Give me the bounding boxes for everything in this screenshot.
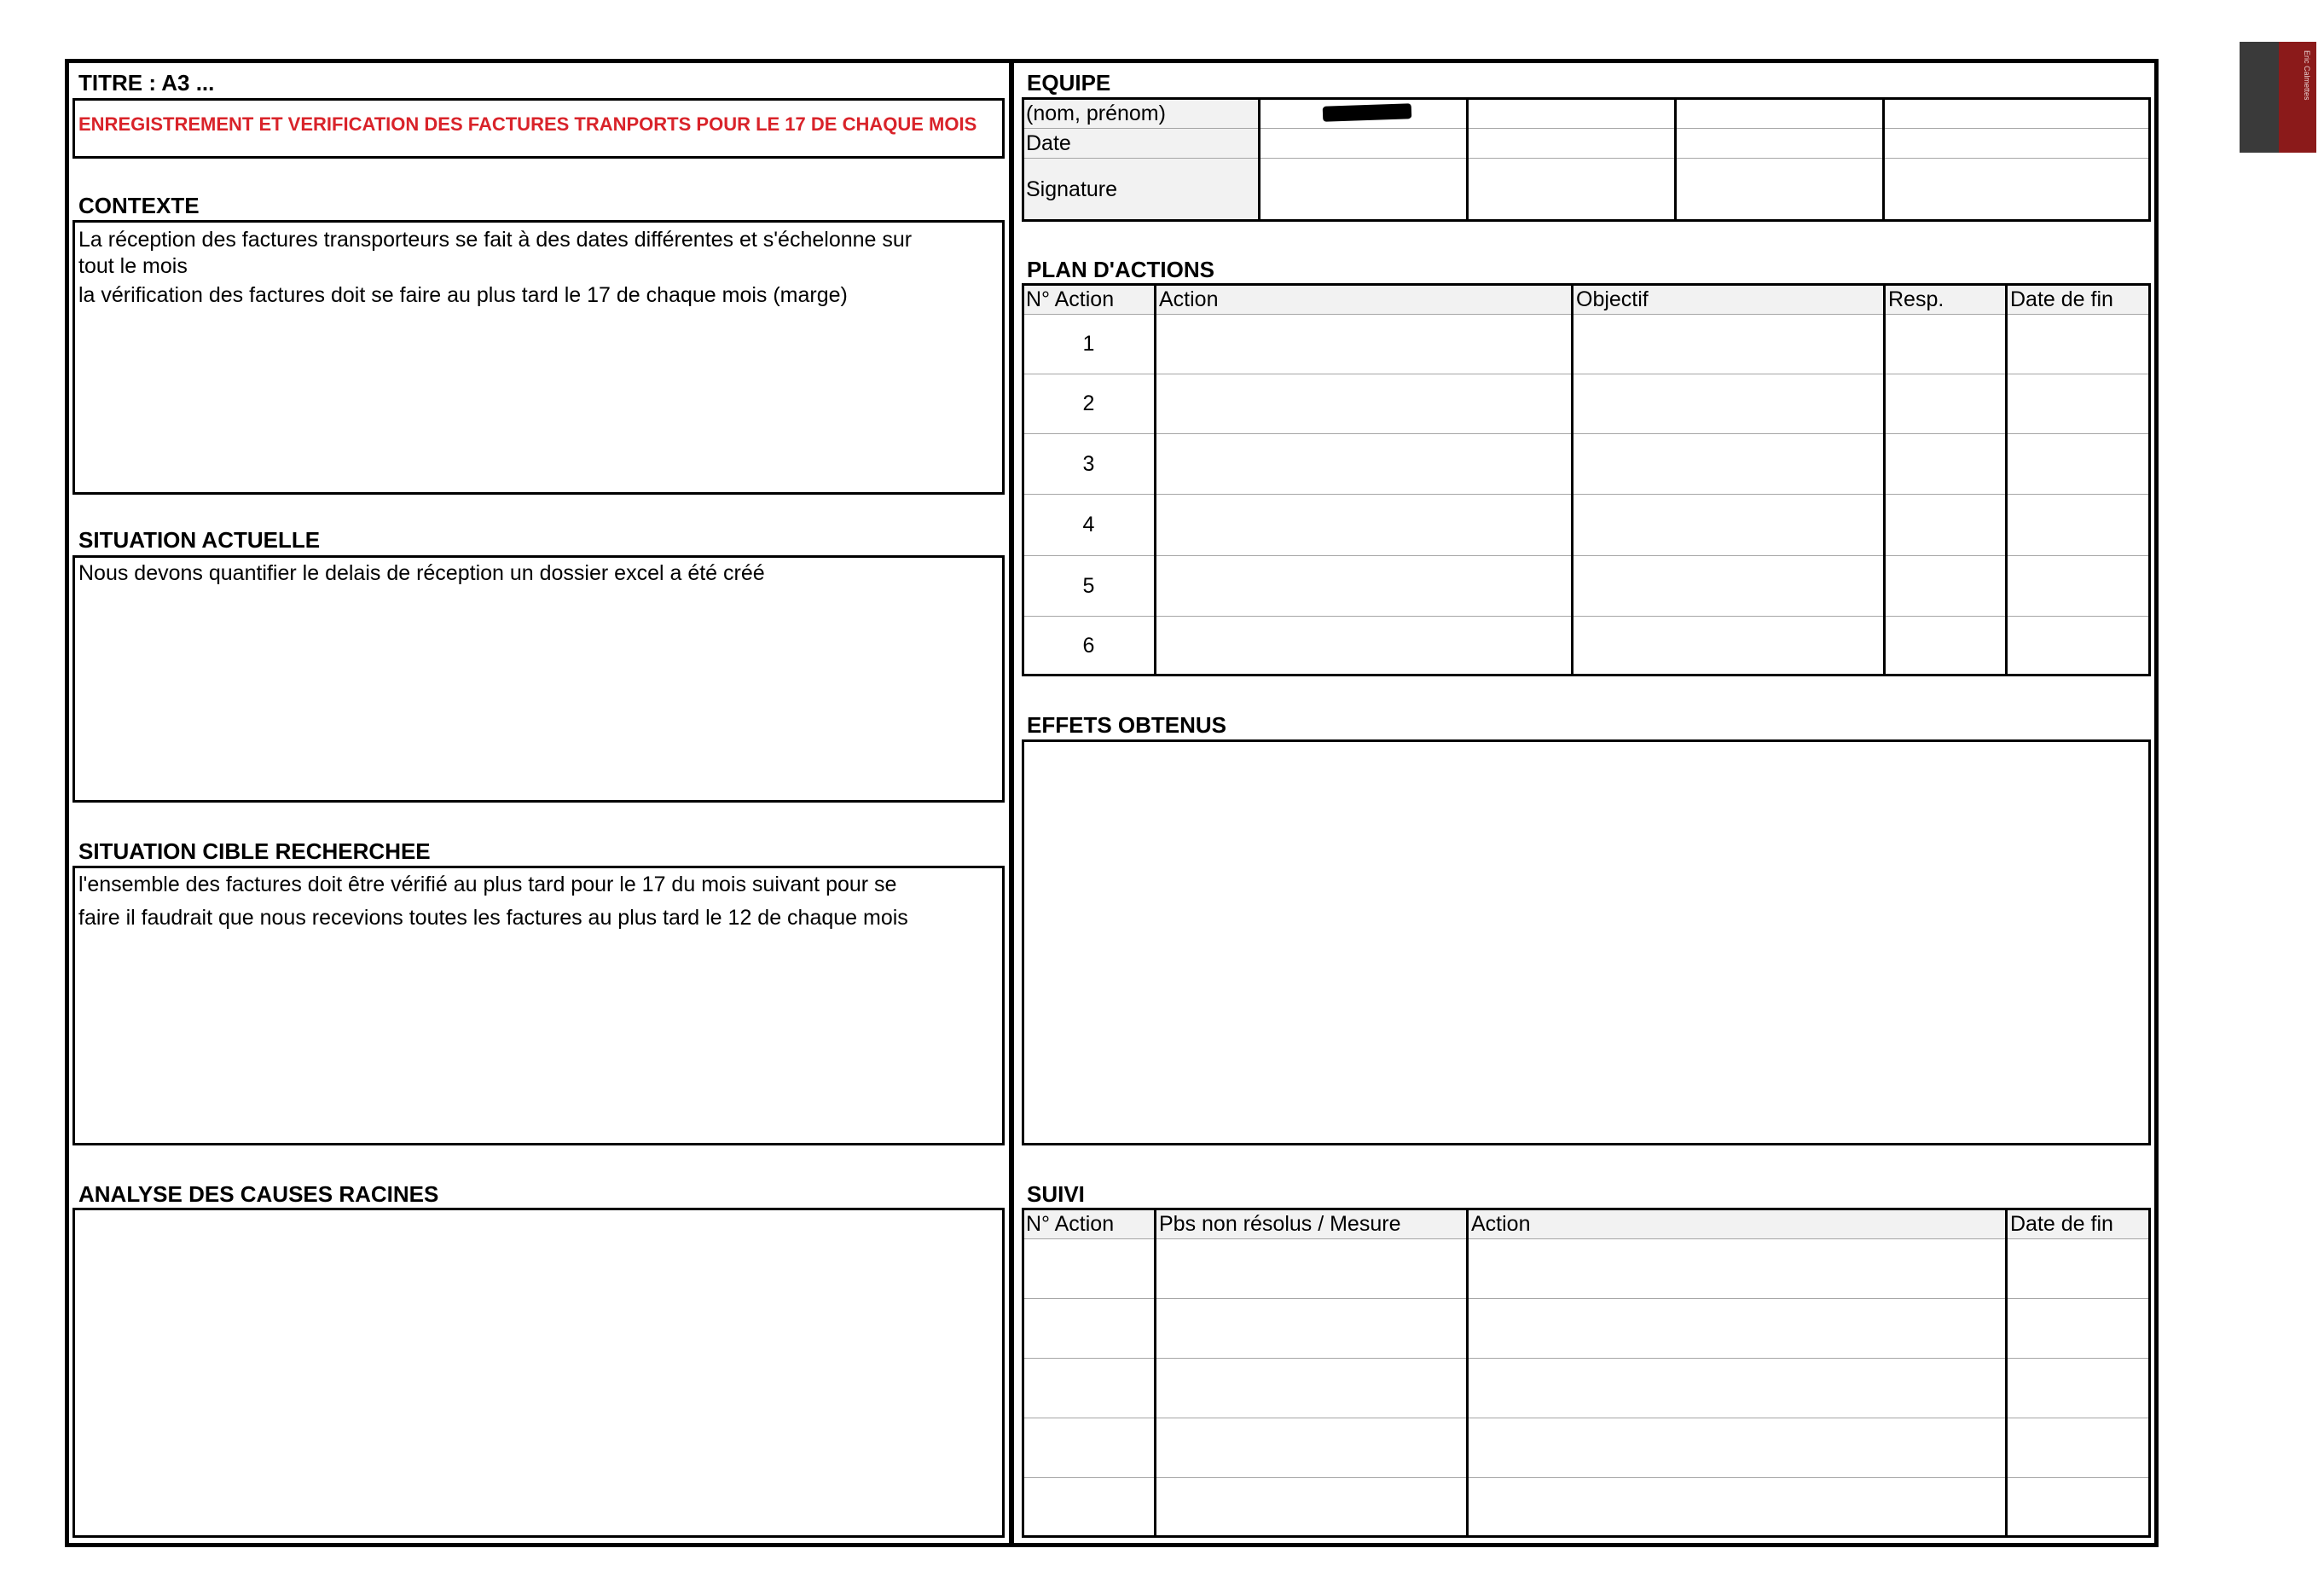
plan-action-cell[interactable] [1156, 495, 1573, 556]
plan-num: 5 [1023, 556, 1156, 617]
plan-row [1023, 374, 2151, 434]
plan-date-cell[interactable] [2007, 315, 2151, 374]
suivi-pbs-cell[interactable] [1156, 1359, 1468, 1418]
equipe-row-date [1023, 129, 2151, 159]
plan-objectif-cell[interactable] [1573, 556, 1885, 617]
situation-actuelle-box [72, 555, 1005, 803]
suivi-pbs-cell[interactable] [1156, 1239, 1468, 1299]
plan-header-row [1023, 285, 2151, 315]
contexte-box [72, 220, 1005, 495]
equipe-signature-cell-2[interactable] [1468, 159, 1676, 222]
plan-header-num: N° Action [1023, 285, 1156, 315]
plan-num: 4 [1023, 495, 1156, 556]
plan-resp-cell[interactable] [1885, 495, 2007, 556]
analyse-box [72, 1208, 1005, 1538]
suivi-header-date: Date de fin [2007, 1209, 2151, 1239]
equipe-signature-cell-1[interactable] [1260, 159, 1468, 222]
equipe-date-cell-3[interactable] [1676, 129, 1884, 159]
suivi-date-cell[interactable] [2007, 1359, 2151, 1418]
suivi-row [1023, 1478, 2151, 1538]
plan-row [1023, 495, 2151, 556]
suivi-row [1023, 1239, 2151, 1299]
suivi-num-cell[interactable] [1023, 1418, 1156, 1478]
suivi-row [1023, 1359, 2151, 1418]
plan-header-resp: Resp. [1885, 285, 2007, 315]
contexte-label: CONTEXTE [78, 193, 200, 218]
plan-num: 3 [1023, 434, 1156, 495]
suivi-pbs-cell[interactable] [1156, 1299, 1468, 1359]
effets-box [1022, 739, 2151, 1145]
suivi-date-cell[interactable] [2007, 1239, 2151, 1299]
plan-label: PLAN D'ACTIONS [1027, 257, 1214, 282]
situation-cible-line-2: faire il faudrait que nous recevions toutes les factures au plus tard le 12 de chaque mois [78, 906, 908, 930]
equipe-nom-cell-3[interactable] [1676, 99, 1884, 129]
plan-objectif-cell[interactable] [1573, 374, 1885, 434]
suivi-table [1023, 1209, 2151, 1538]
plan-action-cell[interactable] [1156, 617, 1573, 676]
suivi-action-cell[interactable] [1468, 1478, 2007, 1538]
equipe-row-signature [1023, 159, 2151, 222]
suivi-pbs-cell[interactable] [1156, 1418, 1468, 1478]
equipe-nom-cell-4[interactable] [1884, 99, 2151, 129]
plan-table [1023, 284, 2151, 676]
equipe-signature-cell-3[interactable] [1676, 159, 1884, 222]
plan-action-cell[interactable] [1156, 315, 1573, 374]
business-card-logo [2240, 42, 2316, 153]
redaction-mark [1323, 103, 1412, 122]
plan-action-cell[interactable] [1156, 374, 1573, 434]
situation-cible-label: SITUATION CIBLE RECHERCHEE [78, 838, 431, 864]
plan-objectif-cell[interactable] [1573, 495, 1885, 556]
plan-header-objectif: Objectif [1573, 285, 1885, 315]
suivi-header-row [1023, 1209, 2151, 1239]
situation-cible-box [72, 866, 1005, 1145]
plan-row [1023, 434, 2151, 495]
contexte-line-3: la vérification des factures doit se faire au plus tard le 17 de chaque mois (marge) [78, 283, 848, 307]
equipe-date-cell-1[interactable] [1260, 129, 1468, 159]
plan-header-date: Date de fin [2007, 285, 2151, 315]
suivi-row [1023, 1299, 2151, 1359]
plan-row [1023, 556, 2151, 617]
plan-resp-cell[interactable] [1885, 617, 2007, 676]
suivi-num-cell[interactable] [1023, 1299, 1156, 1359]
plan-row [1023, 315, 2151, 374]
plan-action-cell[interactable] [1156, 556, 1573, 617]
equipe-signature-label: Signature [1023, 159, 1260, 222]
suivi-action-cell[interactable] [1468, 1359, 2007, 1418]
equipe-nom-cell-2[interactable] [1468, 99, 1676, 129]
equipe-row-nom [1023, 99, 2151, 129]
plan-resp-cell[interactable] [1885, 374, 2007, 434]
suivi-date-cell[interactable] [2007, 1299, 2151, 1359]
plan-header-action: Action [1156, 285, 1573, 315]
plan-num: 1 [1023, 315, 1156, 374]
plan-row [1023, 617, 2151, 676]
suivi-num-cell[interactable] [1023, 1478, 1156, 1538]
plan-objectif-cell[interactable] [1573, 434, 1885, 495]
situation-actuelle-label: SITUATION ACTUELLE [78, 527, 321, 553]
plan-date-cell[interactable] [2007, 617, 2151, 676]
equipe-date-label: Date [1023, 129, 1260, 159]
plan-date-cell[interactable] [2007, 434, 2151, 495]
contexte-line-1: La réception des factures transporteurs se fait à des dates différentes et s'échelonne sur [78, 228, 913, 252]
plan-date-cell[interactable] [2007, 374, 2151, 434]
column-divider [1009, 59, 1014, 1547]
plan-date-cell[interactable] [2007, 556, 2151, 617]
equipe-nom-label: (nom, prénom) [1023, 99, 1260, 129]
plan-action-cell[interactable] [1156, 434, 1573, 495]
plan-resp-cell[interactable] [1885, 556, 2007, 617]
plan-resp-cell[interactable] [1885, 434, 2007, 495]
titre-label: TITRE : A3 ... [78, 70, 215, 96]
suivi-num-cell[interactable] [1023, 1239, 1156, 1299]
titre-box [72, 98, 1005, 159]
titre-value: ENREGISTREMENT ET VERIFICATION DES FACTURES TRANPORTS POUR LE 17 DE CHAQUE MOIS [78, 113, 977, 135]
effets-label: EFFETS OBTENUS [1027, 712, 1227, 738]
equipe-date-cell-2[interactable] [1468, 129, 1676, 159]
suivi-header-action: Action [1468, 1209, 2007, 1239]
card-name: Eric Calmettes [2303, 50, 2311, 101]
equipe-signature-cell-4[interactable] [1884, 159, 2151, 222]
suivi-row [1023, 1418, 2151, 1478]
equipe-table [1023, 98, 2151, 222]
analyse-label: ANALYSE DES CAUSES RACINES [78, 1181, 439, 1207]
plan-num: 2 [1023, 374, 1156, 434]
situation-actuelle-text: Nous devons quantifier le delais de réception un dossier excel a été créé [78, 561, 765, 585]
suivi-header-num: N° Action [1023, 1209, 1156, 1239]
contexte-line-2: tout le mois [78, 254, 188, 278]
situation-cible-line-1: l'ensemble des factures doit être vérifié au plus tard pour le 17 du mois suivant pour se [78, 873, 897, 896]
suivi-date-cell[interactable] [2007, 1418, 2151, 1478]
plan-num: 6 [1023, 617, 1156, 676]
suivi-date-cell[interactable] [2007, 1478, 2151, 1538]
plan-date-cell[interactable] [2007, 495, 2151, 556]
equipe-nom-cell-1[interactable] [1260, 99, 1468, 129]
plan-objectif-cell[interactable] [1573, 617, 1885, 676]
plan-objectif-cell[interactable] [1573, 315, 1885, 374]
suivi-num-cell[interactable] [1023, 1359, 1156, 1418]
suivi-pbs-cell[interactable] [1156, 1478, 1468, 1538]
suivi-action-cell[interactable] [1468, 1239, 2007, 1299]
suivi-header-pbs: Pbs non résolus / Mesure [1156, 1209, 1468, 1239]
suivi-action-cell[interactable] [1468, 1299, 2007, 1359]
suivi-action-cell[interactable] [1468, 1418, 2007, 1478]
equipe-date-cell-4[interactable] [1884, 129, 2151, 159]
equipe-label: EQUIPE [1027, 70, 1111, 96]
suivi-label: SUIVI [1027, 1181, 1085, 1207]
plan-resp-cell[interactable] [1885, 315, 2007, 374]
